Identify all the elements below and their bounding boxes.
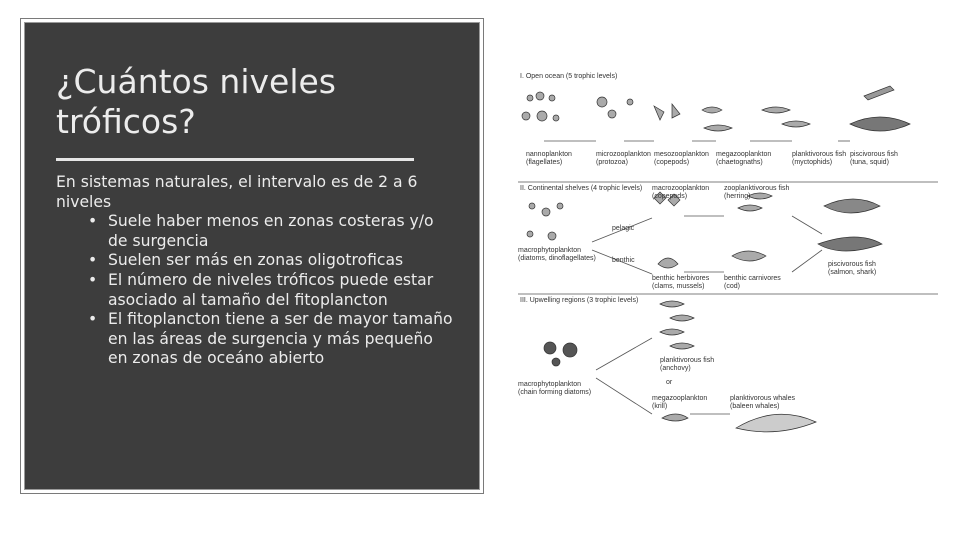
title-underline: [56, 158, 414, 161]
figure-label: benthic carnivores (cod): [724, 275, 781, 290]
bullet-list: [56, 212, 456, 369]
figure-label: nannoplankton (flagellates): [526, 151, 572, 166]
bullet-text: El número de niveles tróficos puede estar asociado al tamaño del fitoplancton: [108, 270, 434, 309]
bullet-glyph: •: [88, 270, 98, 289]
figure-label: or: [666, 379, 673, 386]
figure-label: piscivorous fish (tuna, squid): [850, 151, 898, 166]
figure-label: microzooplankton (protozoa): [596, 151, 651, 166]
figure-label: macrozooplankton (copepods): [652, 185, 710, 200]
bullet-item: [56, 271, 456, 310]
figure-section-heading: III. Upwelling regions (3 trophic levels): [520, 297, 639, 304]
trophic-levels-figure: [512, 66, 940, 456]
figure-label: megazooplankton (chaetognaths): [716, 151, 772, 166]
bullet-glyph: •: [88, 212, 98, 231]
bullet-item: [56, 251, 456, 271]
figure-label: planktivorous fish (myctophids): [792, 151, 847, 166]
figure-label: mesozooplankton (copepods): [654, 151, 709, 166]
bullet-item: [56, 212, 456, 251]
bullet-text: Suelen ser más en zonas oligotroficas: [108, 251, 404, 270]
figure-label: planktivorous whales (baleen whales): [730, 395, 795, 410]
figure-section-heading: I. Open ocean (5 trophic levels): [520, 73, 618, 80]
slide-title: ¿Cuántos niveles tróficos?: [56, 62, 337, 141]
figure-label: macrophytoplankton (diatoms, dinoflagellates): [518, 247, 596, 262]
figure-label: planktivorous fish (anchovy): [660, 357, 715, 372]
figure-label: benthic herbivores (clams, mussels): [652, 275, 710, 290]
figure-label: zooplanktivorous fish (herring): [724, 185, 790, 200]
figure-label: piscivorous fish (salmon, shark): [828, 261, 877, 276]
figure-label: megazooplankton (krill): [652, 395, 708, 410]
figure-label: pelagic: [612, 225, 635, 232]
bullet-glyph: •: [88, 251, 98, 270]
figure-section-heading: II. Continental shelves (4 trophic levels): [520, 185, 643, 192]
figure-label: macrophytoplankton (chain forming diatoms): [518, 381, 592, 396]
bullet-glyph: •: [88, 310, 98, 329]
intro-text: En sistemas naturales, el intervalo es de 2 a 6 niveles: [56, 173, 418, 211]
bullet-text: Suele haber menos en zonas costeras y/o de surgencia: [108, 212, 434, 250]
figure-label: benthic: [612, 257, 635, 264]
bullet-text: El fitoplancton tiene a ser de mayor tamaño en las áreas de surgencia y más pequeño en zonas de oceáno abierto: [108, 310, 453, 368]
bullet-item: [56, 310, 456, 369]
slide-body: [56, 173, 456, 369]
